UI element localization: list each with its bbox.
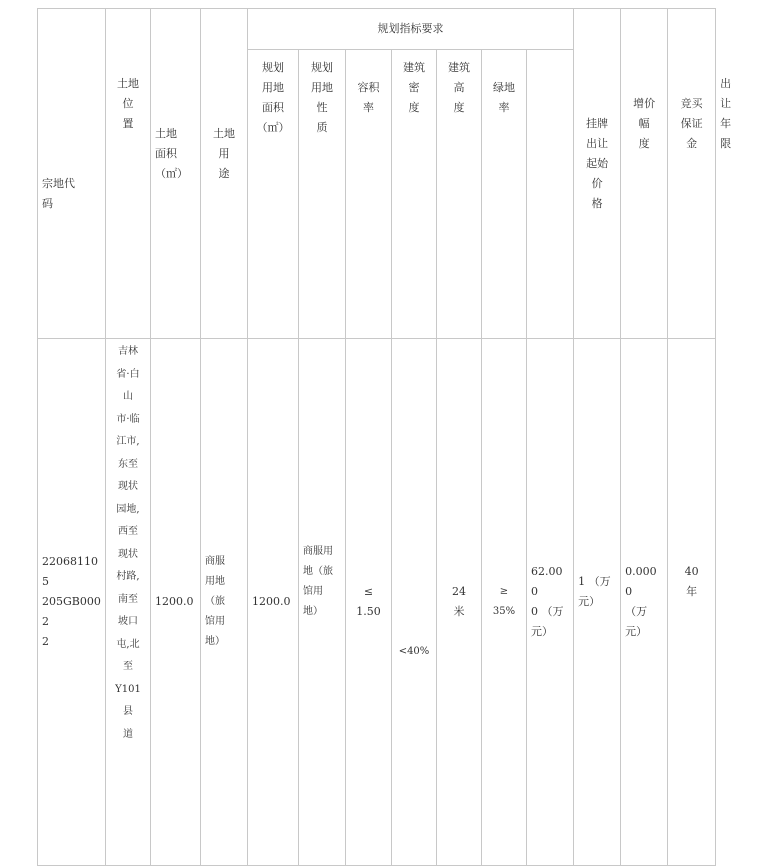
cell-planned-area: 1200.0 — [248, 339, 299, 866]
header-planning-group: 规划指标要求 — [248, 9, 574, 50]
cell-location: 吉林 省·白 山 市·临 江市, 东至 现状 园地, 西至 现状 村路, 南至 坡口 屯,北 至 Y101 县 道 — [106, 339, 151, 866]
cell-building-height: 24 米 — [437, 339, 482, 866]
header-plot-ratio: 容积 率 — [346, 50, 392, 339]
header-start-price: 挂牌 出让 起始 价 格 — [574, 9, 621, 339]
table-row — [38, 339, 716, 866]
header-planned-area: 规划 用地 面积 （㎡） — [248, 50, 299, 339]
header-area: 土地 面积 （㎡） — [151, 9, 201, 339]
cell-term: 40 年 — [668, 339, 716, 866]
cell-use: 商服 用地 （旅 馆用 地） — [201, 339, 248, 866]
cell-planned-nature: 商服用 地（旅 馆用 地） — [299, 339, 346, 866]
cell-increment: 1 （万 元） — [574, 339, 621, 866]
header-parcel-code: 宗地代 码 — [38, 9, 106, 339]
cell-building-density: <40% — [392, 339, 437, 866]
header-use: 土地 用 途 — [201, 9, 248, 339]
header-building-density: 建筑 密 度 — [392, 50, 437, 339]
cell-start-price: 62.000 0 （万 元） — [527, 339, 574, 866]
cell-area: 1200.0 — [151, 339, 201, 866]
header-planned-nature: 规划 用地 性 质 — [299, 50, 346, 339]
header-location: 土地 位 置 — [106, 9, 151, 339]
cell-parcel-code: 220681105 205GB0002 2 — [38, 339, 106, 866]
header-building-height: 建筑 高 度 — [437, 50, 482, 339]
header-row-top: 宗地代 码 土地 位 置 土地 面积 （㎡） 土地 用 途 规划指标要求 挂牌 出让 起始 价 格 增价 幅 度 竞买 保证 金 出让 年 限 — [38, 9, 716, 50]
cell-green-ratio: ≥ 35% — [482, 339, 527, 866]
cell-deposit: 0.0000 （万 元） — [621, 339, 668, 866]
land-parcel-table — [37, 8, 732, 866]
cell-plot-ratio: ≤ 1.50 — [346, 339, 392, 866]
header-increment: 增价 幅 度 — [621, 9, 668, 339]
header-deposit: 竞买 保证 金 — [668, 9, 716, 339]
header-green-ratio: 绿地 率 — [482, 50, 527, 339]
